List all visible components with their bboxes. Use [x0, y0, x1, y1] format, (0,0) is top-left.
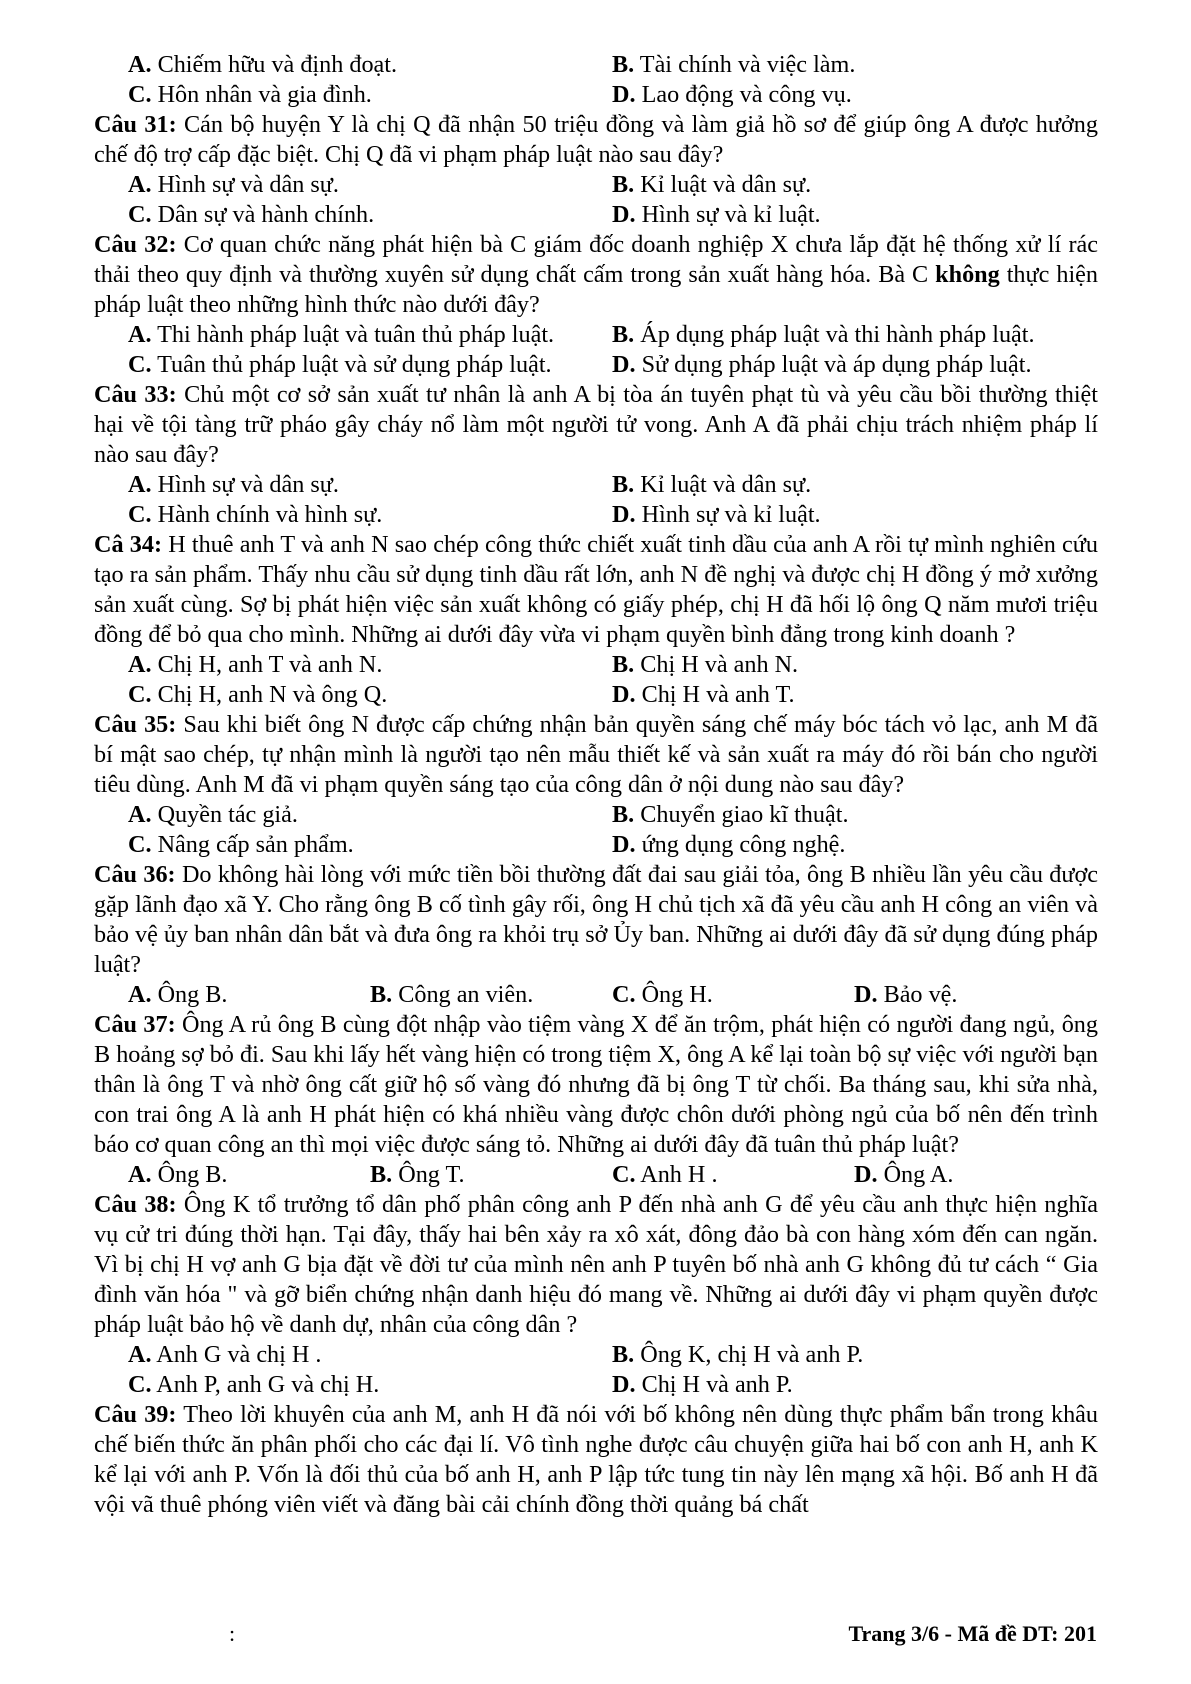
option-b: B. Tài chính và việc làm. — [612, 51, 856, 78]
option-a: A. Hình sự và dân sự. — [128, 471, 339, 498]
option-d: D. Hình sự và kỉ luật. — [612, 501, 821, 528]
question-label: Câu 38: — [94, 1191, 177, 1218]
option-a: A. Chiếm hữu và định đoạt. — [128, 51, 398, 78]
question-text: Do không hài lòng với mức tiền bồi thường đất đai sau giải tỏa, ông B nhiều lần yêu cầu được gặp lãnh đạo xã Y. Cho rằng ông B cố tình gây rối, ông H chủ tịch xã đã yêu cầu anh H công an viên và bảo vệ ủy ban nhân dân bắt và đưa ông ra khỏi trụ sở Ủy ban. Những ai dưới đây đã sử dụng đúng pháp luật? — [94, 861, 1098, 978]
option-d: D. Ông A. — [854, 1161, 954, 1188]
option-c: C. Hành chính và hình sự. — [128, 501, 383, 528]
option-b: B. Ông T. — [370, 1161, 465, 1188]
question-text: Ông K tổ trưởng tổ dân phố phân công anh P đến nhà anh G để yêu cầu anh thực hiện nghĩa vụ cử tri đúng thời hạn. Tại đây, thấy hai bên xảy ra xô xát, đông đảo bà con hàng xóm đến can ngăn. Vì bị chị H vợ anh G bịa đặt về đời tư của mình nên anh P tuyên bố nhà anh G không đủ tư cách “ Gia đình văn hóa " và gỡ biển chứng nhận danh hiệu đó mang về. Những ai dưới đây vi phạm quyền được pháp luật bảo hộ về danh dự, nhân của công dân ? — [94, 1191, 1098, 1338]
option-d: D. Chị H và anh T. — [612, 681, 795, 708]
option-c: C. Dân sự và hành chính. — [128, 201, 375, 228]
option-c: C. Nâng cấp sản phẩm. — [128, 831, 354, 858]
question-text: Chủ một cơ sở sản xuất tư nhân là anh A bị tòa án tuyên phạt tù và yêu cầu bồi thường thiệt hại về tội tàng trữ pháo gây cháy nổ làm một người tử vong. Anh A đã phải chịu trách nhiệm pháp lí nào sau đây? — [94, 381, 1098, 468]
option-c: C. Tuân thủ pháp luật và sử dụng pháp luật. — [128, 351, 552, 378]
options-37 — [94, 1160, 1098, 1190]
footer-colon: : — [229, 1621, 236, 1646]
question-text: Ông A rủ ông B cùng đột nhập vào tiệm vàng X để ăn trộm, phát hiện có người đang ngủ, ông B hoảng sợ bỏ đi. Sau khi lấy hết vàng hiện có trong tiệm X, ông A kể lại toàn bộ sự việc với người bạn thân là ông T và nhờ ông cất giữ hộ số vàng đó nhưng đã bị ông T từ chối. Ba tháng sau, khi sửa nhà, con trai ông A là anh H phát hiện có khá nhiều vàng được chôn dưới phòng ngủ của bố nên đến trình báo cơ quan công an thì mọi việc được sáng tỏ. Những ai dưới đây đã tuân thủ pháp luật? — [94, 1011, 1098, 1158]
option-a: A. Ông B. — [128, 981, 228, 1008]
option-b: B. Ông K, chị H và anh P. — [612, 1341, 864, 1368]
options-prev — [94, 50, 1098, 110]
options-33 — [94, 470, 1098, 530]
question-35 — [94, 710, 1098, 800]
question-31 — [94, 110, 1098, 170]
option-a: A. Hình sự và dân sự. — [128, 171, 339, 198]
option-a: A. Anh G và chị H . — [128, 1341, 322, 1368]
options-34 — [94, 650, 1098, 710]
options-38 — [94, 1340, 1098, 1400]
question-text: Theo lời khuyên của anh M, anh H đã nói với bố không nên dùng thực phẩm bẩn trong khâu chế biến thức ăn phân phối cho các đại lí. Vô tình nghe được câu chuyện giữa hai bố con anh H, anh K kể lại với anh P. Vốn là đối thủ của bố anh H, anh P lập tức tung tin này lên mạng xã hội. Bố anh H đã vội vã thuê phóng viên viết và đăng bài cải chính đồng thời quảng bá chất — [94, 1401, 1098, 1518]
option-b: B. Chuyển giao kĩ thuật. — [612, 801, 849, 828]
question-36 — [94, 860, 1098, 980]
option-b: B. Chị H và anh N. — [612, 651, 799, 678]
page-footer — [0, 1621, 1191, 1651]
question-37 — [94, 1010, 1098, 1160]
option-d: D. Hình sự và kỉ luật. — [612, 201, 821, 228]
page-number: Trang 3/6 - Mã đề DT: 201 — [848, 1621, 1097, 1646]
question-39 — [94, 1400, 1098, 1520]
question-text: Sau khi biết ông N được cấp chứng nhận bản quyền sáng chế máy bóc tách vỏ lạc, anh M đã bí mật sao chép, tự nhận mình là người tạo nên mẫu thiết kế và sản xuất ra máy đó rồi bán cho người tiêu dùng. Anh M đã vi phạm quyền sáng tạo của công dân ở nội dung nào sau đây? — [94, 711, 1098, 798]
option-d: D. Bảo vệ. — [854, 981, 958, 1008]
question-label: Câu 31: — [94, 111, 177, 138]
option-d: D. Sử dụng pháp luật và áp dụng pháp luật. — [612, 351, 1032, 378]
options-35 — [94, 800, 1098, 860]
question-label: Câ 34: — [94, 531, 163, 558]
options-36 — [94, 980, 1098, 1010]
option-d: D. Lao động và công vụ. — [612, 81, 852, 108]
option-c: C. Anh H . — [612, 1161, 718, 1188]
option-b: B. Kỉ luật và dân sự. — [612, 471, 812, 498]
question-label: Câu 37: — [94, 1011, 176, 1038]
option-a: A. Chị H, anh T và anh N. — [128, 651, 383, 678]
options-32 — [94, 320, 1098, 380]
question-text: Cán bộ huyện Y là chị Q đã nhận 50 triệu đồng và làm giả hồ sơ để giúp ông A được hưởng chế độ trợ cấp đặc biệt. Chị Q đã vi phạm pháp luật nào sau đây? — [94, 111, 1098, 168]
question-38 — [94, 1190, 1098, 1340]
options-31 — [94, 170, 1098, 230]
option-a: A. Ông B. — [128, 1161, 228, 1188]
question-text: Cơ quan chức năng phát hiện bà C giám đốc doanh nghiệp X chưa lắp đặt hệ thống xử lí rác thải theo quy định và thường xuyên sử dụng chất cấm trong sản xuất hàng hóa. Bà C — [94, 231, 1098, 288]
question-text: thực hiện pháp luật theo những hình thức nào dưới đây? — [94, 261, 1098, 318]
option-c: C. Ông H. — [612, 981, 713, 1008]
option-c: C. Hôn nhân và gia đình. — [128, 81, 372, 108]
option-d: D. Chị H và anh P. — [612, 1371, 793, 1398]
exam-content — [94, 50, 1098, 1520]
question-34 — [94, 530, 1098, 650]
emphasis-word: không — [935, 261, 1000, 288]
option-b: B. Kỉ luật và dân sự. — [612, 171, 812, 198]
option-c: C. Anh P, anh G và chị H. — [128, 1371, 380, 1398]
question-label: Câu 32: — [94, 231, 177, 258]
question-33 — [94, 380, 1098, 470]
option-a: A. Thi hành pháp luật và tuân thủ pháp luật. — [128, 321, 555, 348]
option-d: D. ứng dụng công nghệ. — [612, 831, 846, 858]
question-32 — [94, 230, 1098, 320]
option-c: C. Chị H, anh N và ông Q. — [128, 681, 388, 708]
option-b: B. Công an viên. — [370, 981, 534, 1008]
option-a: A. Quyền tác giả. — [128, 801, 298, 828]
option-b: B. Áp dụng pháp luật và thi hành pháp luật. — [612, 321, 1035, 348]
question-label: Câu 33: — [94, 381, 177, 408]
question-label: Câu 36: — [94, 861, 176, 888]
question-text: H thuê anh T và anh N sao chép công thức chiết xuất tinh dầu của anh A rồi tự mình nghiên cứu tạo ra sản phẩm. Thấy nhu cầu sử dụng tinh dầu rất lớn, anh N đề nghị và được chị H đồng ý mở xưởng sản xuất cùng. Sợ bị phát hiện việc sản xuất không có giấy phép, chị H đã hối lộ ông Q năm mươi triệu đồng để bỏ qua cho mình. Những ai dưới đây vừa vi phạm quyền bình đẳng trong kinh doanh ? — [94, 531, 1099, 648]
question-label: Câu 39: — [94, 1401, 177, 1428]
question-label: Câu 35: — [94, 711, 177, 738]
